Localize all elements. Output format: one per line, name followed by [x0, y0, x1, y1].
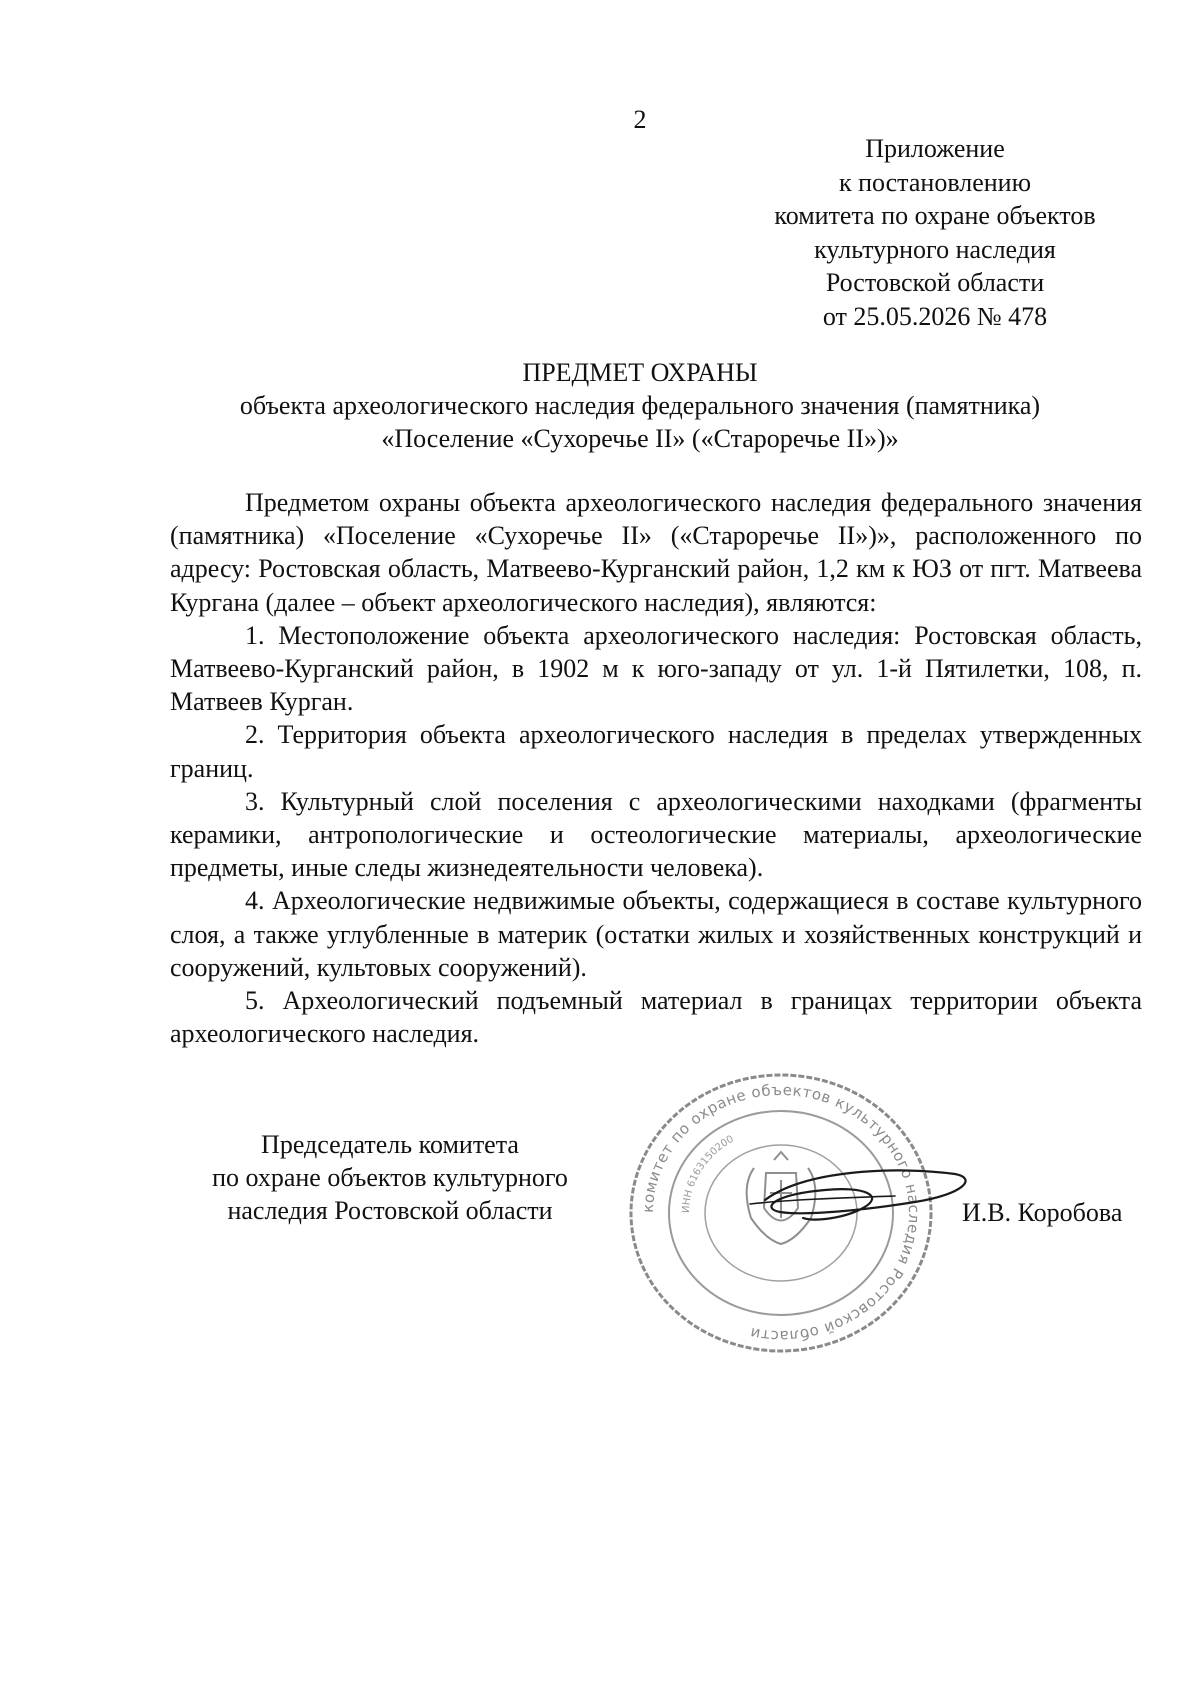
seal-outer-text: комитет по охране объектов культурного наследия Ростовской области — [638, 1080, 924, 1346]
signer-position-line: Председатель комитета — [261, 1130, 519, 1159]
handwritten-signature — [745, 1160, 975, 1230]
list-item: 3. Культурный слой поселения с археологическими находками (фрагменты керамики, антропологические и остеологические материалы, археологические предметы, иные следы жизнедеятельности человека). — [170, 786, 1142, 883]
appendix-line: комитета по охране объектов — [774, 201, 1096, 230]
appendix-line: культурного наследия — [814, 234, 1056, 264]
appendix-line: от 25.05.2026 № 478 — [822, 301, 1048, 331]
list-item: 4. Археологические недвижимые объекты, содержащиеся в составе культурного слоя, а также углубленные в материк (остатки жилых и хозяйственных конструкций и сооружений, культовых сооружений). — [170, 886, 1142, 982]
title-object-name: «Поселение «Сухоречье II» («Староречье II»)» — [381, 424, 899, 453]
page-number: 2 — [633, 105, 647, 134]
document-body — [170, 486, 1142, 1050]
signer-name: И.В. Коробова — [962, 1198, 1123, 1227]
appendix-line: Ростовской области — [825, 268, 1045, 297]
svg-text:ИНН 6163150200 — [681, 1134, 736, 1214]
list-item: 5. Археологический подъемный материал в границах территории объекта археологического наследия. — [170, 986, 1142, 1049]
signer-position-line: по охране объектов культурного — [212, 1163, 568, 1192]
document-title — [140, 356, 1140, 455]
appendix-line: Приложение — [865, 134, 1005, 163]
title-heading: ПРЕДМЕТ ОХРАНЫ — [522, 358, 758, 387]
appendix-line: к постановлению — [838, 167, 1032, 197]
title-subtitle: объекта археологического наследия федерального значения (памятника) — [239, 391, 1041, 420]
list-item: 1. Местоположение объекта археологического наследия: Ростовская область, Матвеево-Курганский район, в 1902 м к юго-западу от ул. 1-й Пятилетки, 108, п. Матвеев Курган. — [170, 620, 1142, 717]
list-item: 2. Территория объекта археологического наследия в пределах утвержденных границ. — [170, 720, 1142, 783]
seal-inner-text: ИНН 6163150200 — [680, 1133, 736, 1214]
signer-position — [180, 1128, 600, 1227]
signer-position-line: наследия Ростовской области — [227, 1196, 553, 1225]
intro-paragraph: Предметом охраны объекта археологического наследия федерального значения (памятника) «Поселение «Сухоречье II» («Староречье II»)», расположенного по адресу: Ростовская область, Матвеево-Курганский район, 1,2 км к ЮЗ от пгт. Матвеева Кургана (далее – объект археологического наследия), являются: — [170, 488, 1142, 617]
appendix-header — [745, 132, 1125, 333]
